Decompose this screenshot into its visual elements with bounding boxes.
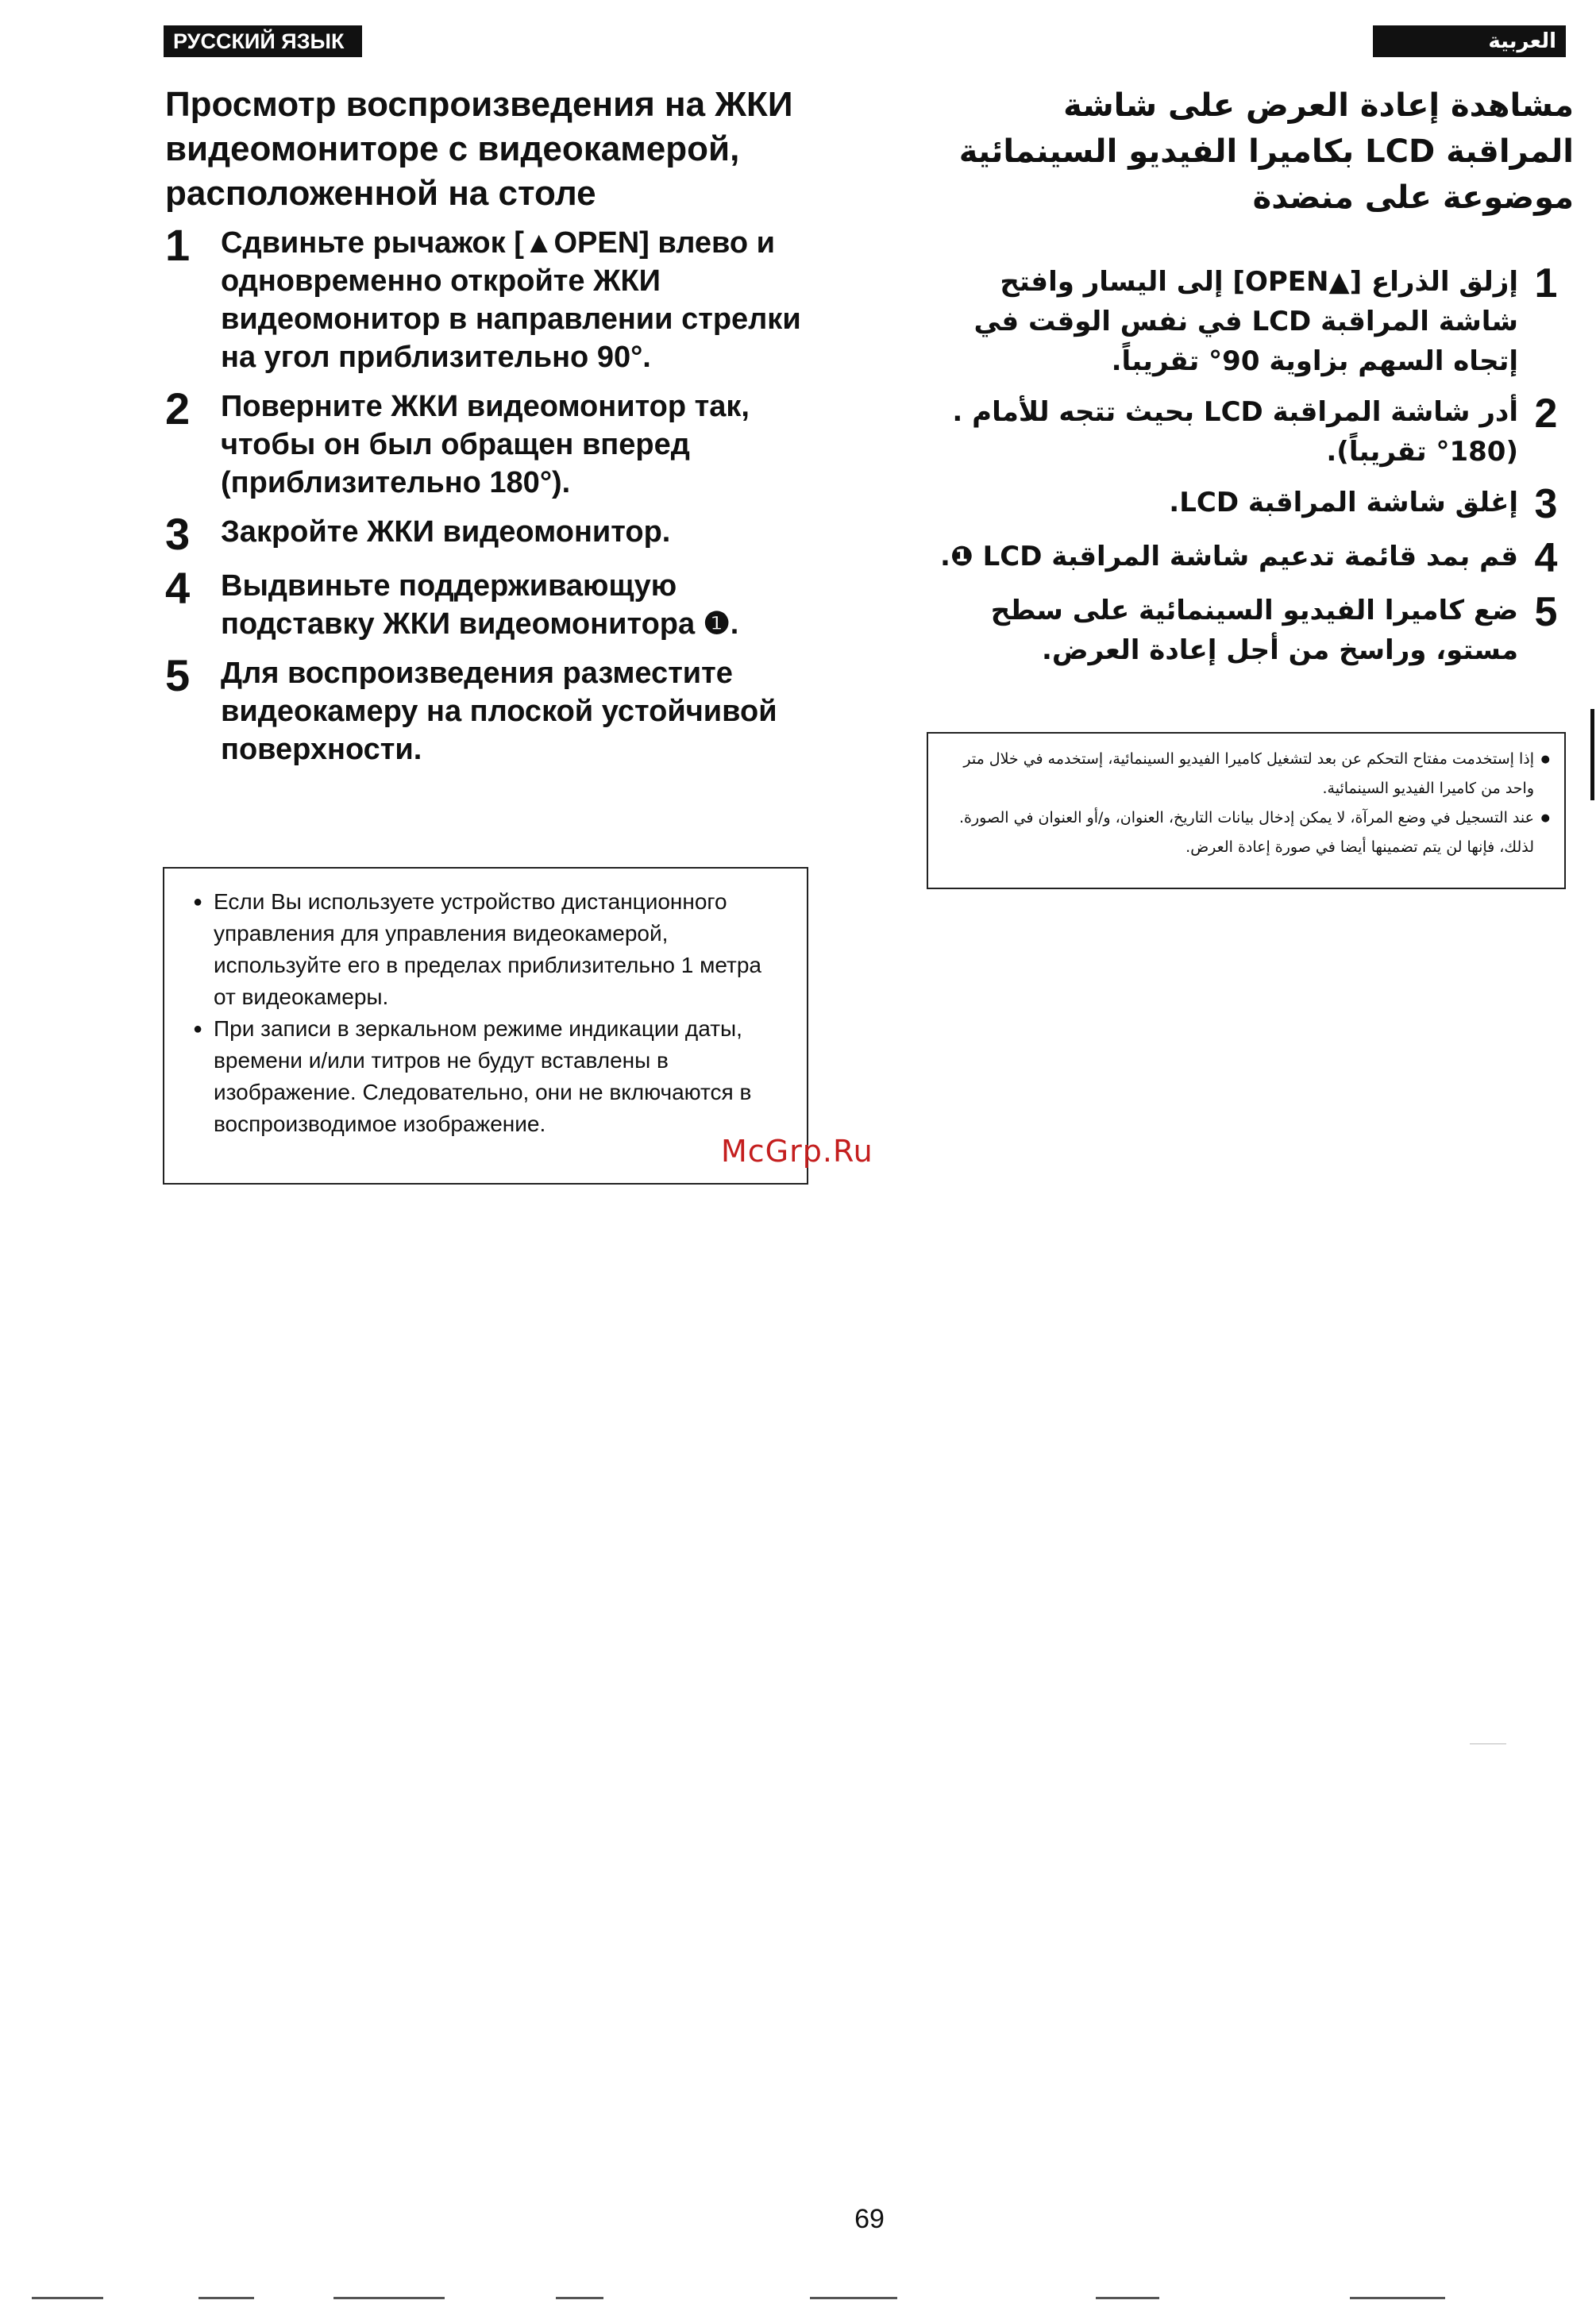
russian-step (165, 383, 816, 502)
russian-step (165, 563, 816, 643)
arabic-column (929, 83, 1574, 681)
step-number: 5 (165, 650, 191, 700)
russian-note-item: ● Если Вы используете устройство дистанционного управления для управления видеокамерой, используйте его в пределах приблизительно 1 метра от видеокамеры. (204, 886, 783, 1013)
arabic-step (929, 483, 1574, 526)
arabic-note-item: ● عند التسجيل في وضع المرآة، لا يمكن إدخال بيانات التاريخ، العنوان، و/أو العنوان في الصورة. لذلك، فإنها لن يتم تضمينها أيضا في صورة إعادة العرض. (946, 803, 1547, 862)
arabic-note-box (927, 732, 1566, 889)
russian-note-box (163, 867, 808, 1185)
step-text: Для воспроизведения разместите видеокамеру на плоской устойчивой поверхности. (221, 657, 777, 766)
russian-step (165, 509, 816, 559)
step-number: 2 (165, 383, 191, 433)
bottom-scan-edge (0, 2291, 1596, 2304)
arabic-note-item: ● إذا إستخدمت مفتاح التحكم عن بعد لتشغيل كاميرا الفيديو السينمائية، إستخدمه في خلال متر واحد من كاميرا الفيديو السينمائية. (946, 745, 1547, 803)
step-number: 2 (1534, 391, 1558, 437)
step-number: 1 (165, 220, 191, 270)
arabic-step (929, 262, 1574, 381)
arabic-step (929, 392, 1574, 472)
russian-column (165, 83, 816, 769)
russian-language-tab: РУССКИЙ ЯЗЫК (164, 25, 362, 57)
step-text: قم بمد قائمة تدعيم شاشة المراقبة LCD ❶. (940, 541, 1518, 572)
step-number: 5 (1534, 589, 1558, 635)
page-number: 69 (854, 2204, 885, 2234)
russian-title: Просмотр воспроизведения на ЖКИ видеомониторе с видеокамерой, расположенной на столе (165, 85, 793, 213)
russian-step (165, 650, 816, 769)
step-text: Закройте ЖКИ видеомонитор. (221, 515, 671, 549)
step-text: أدر شاشة المراقبة LCD بحيث تتجه للأمام . (180° تقريباً). (952, 396, 1518, 468)
step-text: ضع كاميرا الفيديو السينمائية على سطح مستو، وراسخ من أجل إعادة العرض. (990, 595, 1518, 666)
step-text: Сдвиньте рычажок [▲OPEN] влево и одновременно откройте ЖКИ видеомонитор в направлении стрелки на угол приблизительно 90°. (221, 226, 801, 374)
arabic-steps (929, 262, 1574, 670)
divider-tick (1470, 1743, 1506, 1744)
arabic-step (929, 537, 1574, 580)
step-number: 3 (1534, 481, 1558, 527)
arabic-step (929, 591, 1574, 670)
arabic-title: مشاهدة إعادة العرض على شاشة المراقبة LCD بكاميرا الفيديو السينمائية موضوعة على منضدة (958, 87, 1574, 216)
arabic-language-tab: العربية (1373, 25, 1566, 57)
step-number: 3 (165, 509, 191, 559)
russian-step (165, 220, 816, 376)
step-text: إغلق شاشة المراقبة LCD. (1169, 487, 1518, 518)
step-number: 1 (1534, 260, 1558, 306)
step-text: Поверните ЖКИ видеомонитор так, чтобы он был обращен вперед (приблизительно 180°). (221, 390, 750, 499)
step-text: Выдвиньте поддерживающую подставку ЖКИ видеомонитора ❶. (221, 569, 739, 641)
russian-note-item: ● При записи в зеркальном режиме индикации даты, времени и/или титров не будут вставлены в изображение. Следовательно, они не включаются в воспроизводимое изображение. (204, 1013, 783, 1140)
step-number: 4 (1534, 535, 1558, 581)
watermark: McGrp.Ru (721, 1134, 873, 1169)
step-text: إزلق الذراع [▲OPEN] إلى اليسار وافتح شاشة المراقبة LCD في نفس الوقت في إتجاه السهم بزاوية 90° تقريباً. (973, 266, 1518, 377)
step-number: 4 (165, 563, 191, 613)
russian-steps (165, 220, 816, 769)
side-edge-marker (1590, 709, 1594, 800)
